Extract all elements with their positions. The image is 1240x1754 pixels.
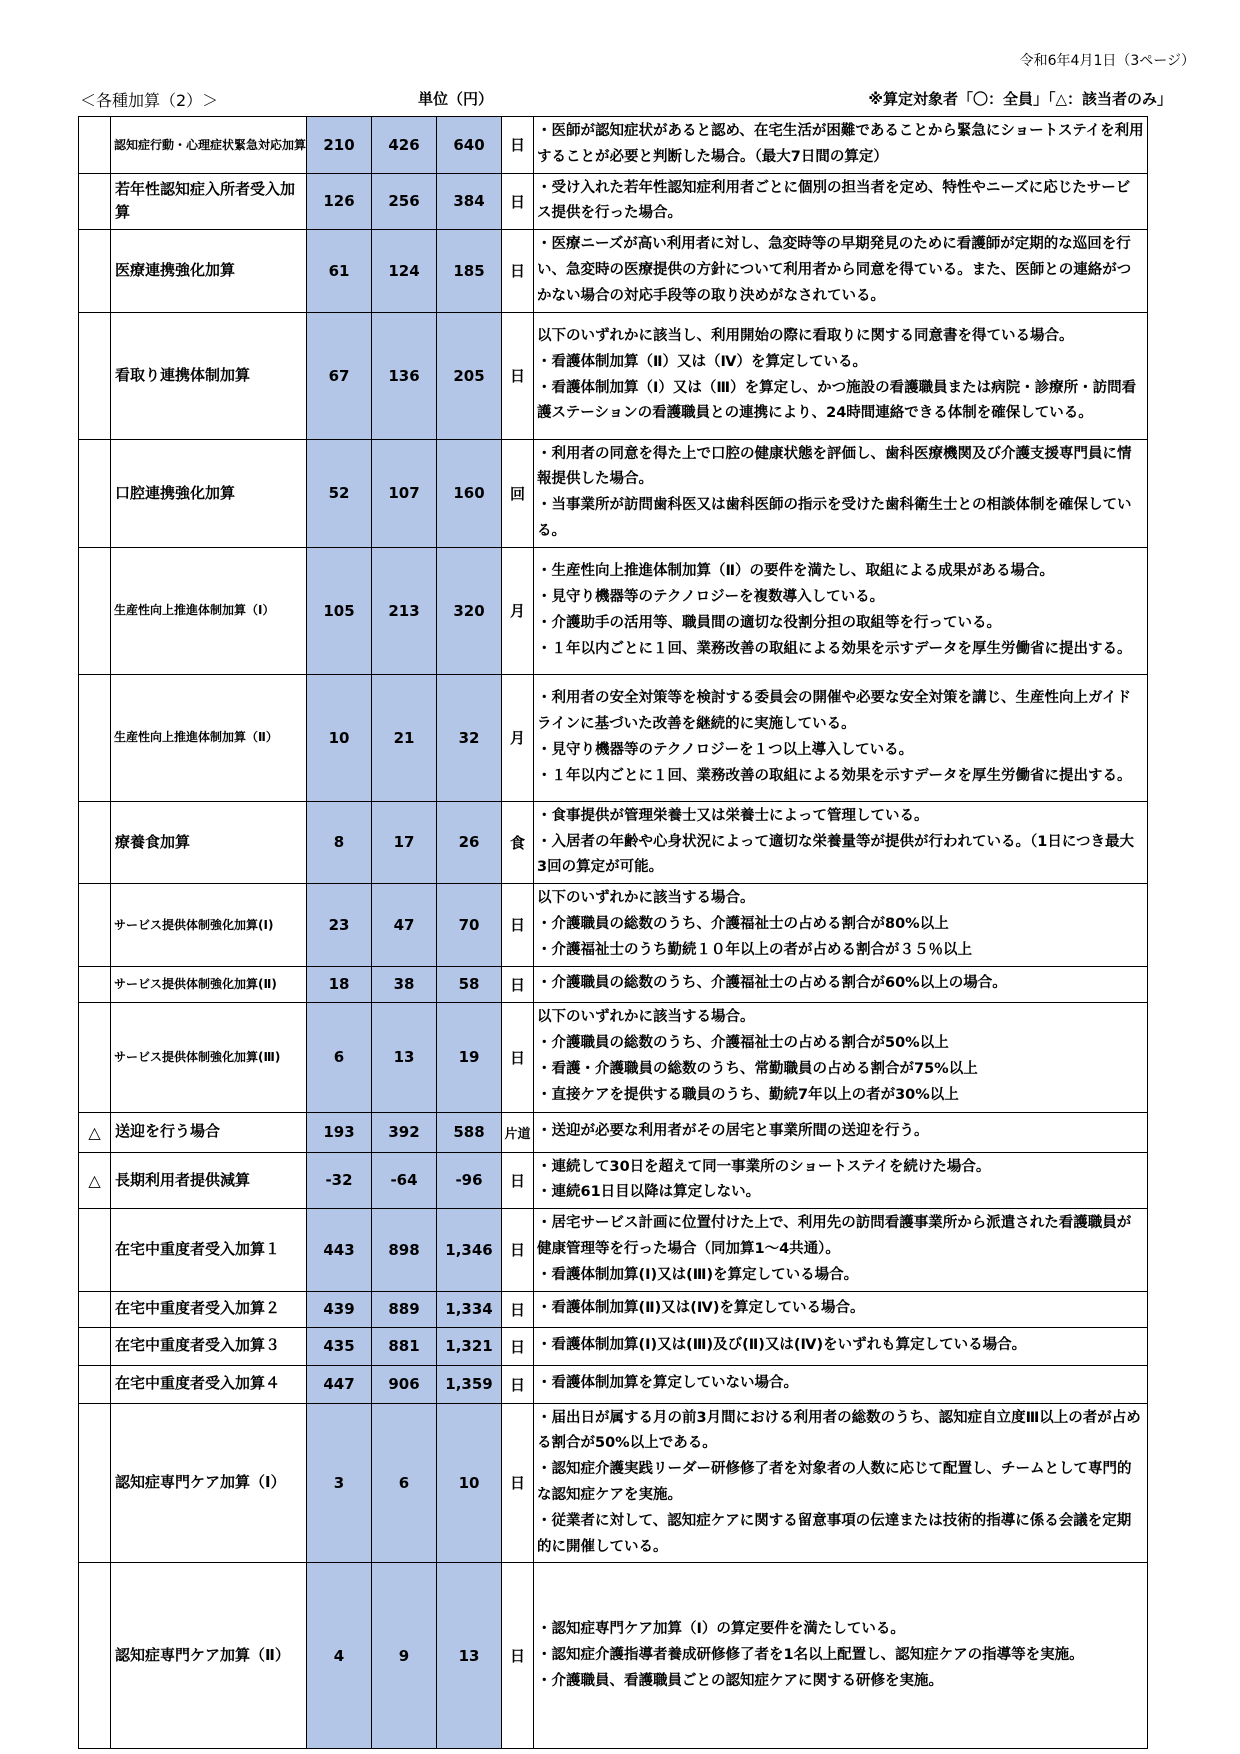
target-note: ※算定対象者「〇：全員」「△：該当者のみ」 [868, 90, 1172, 108]
description-line: ・１年以内ごとに１回、業務改善の取組による効果を示すデータを厚生労働省に提出する。 [537, 767, 1132, 784]
description-line: ・生産性向上推進体制加算（Ⅱ）の要件を満たし、取組による成果がある場合。 [537, 563, 1055, 580]
addition-name: 生産性向上推進体制加算（Ⅱ） [111, 674, 307, 801]
value-2: 13 [372, 1002, 437, 1112]
description-line: ・看護体制加算(Ⅰ)又は(Ⅲ)を算定している場合。 [537, 1266, 859, 1283]
value-3: 640 [437, 117, 502, 174]
description-line: ・介護福祉士のうち勤続１０年以上の者が占める割合が３５％以上 [537, 941, 972, 958]
target-mark [79, 884, 111, 966]
unit-label: 片道 [502, 1112, 534, 1152]
value-1: 443 [307, 1209, 372, 1291]
value-2: 107 [372, 439, 437, 547]
unit-label: 日 [502, 1002, 534, 1112]
value-3: 1,359 [437, 1365, 502, 1403]
value-3: 10 [437, 1403, 502, 1563]
table-row [79, 1563, 1148, 1749]
table-row [79, 1152, 1148, 1209]
value-2: 256 [372, 173, 437, 230]
description-line: ・看護体制加算（Ⅱ）又は（Ⅳ）を算定している。 [537, 353, 867, 370]
addition-name: 認知症専門ケア加算（Ⅱ） [111, 1563, 307, 1749]
target-mark [79, 1002, 111, 1112]
addition-name: 在宅中重度者受入加算４ [111, 1365, 307, 1403]
description-line: ・１年以内ごとに１回、業務改善の取組による効果を示すデータを厚生労働省に提出する。 [537, 640, 1132, 657]
unit-label: 日 [502, 1291, 534, 1327]
description-line: ・連続して30日を超えて同一事業所のショートステイを続けた場合。 [537, 1158, 991, 1175]
value-1: 4 [307, 1563, 372, 1749]
target-mark [79, 1209, 111, 1291]
value-2: 21 [372, 674, 437, 801]
description-line: ・入居者の年齢や心身状況によって適切な栄養量等が提供が行われている。（1日につき最大3回の算定が可能。 [537, 833, 1135, 876]
target-mark [79, 439, 111, 547]
addition-name: 療養食加算 [111, 801, 307, 883]
value-1: 6 [307, 1002, 372, 1112]
target-mark [79, 674, 111, 801]
addition-name: 認知症行動・心理症状緊急対応加算 [111, 117, 307, 174]
description-line: ・介護職員の総数のうち、介護福祉士の占める割合が60%以上の場合。 [537, 975, 1007, 992]
table-row [79, 674, 1148, 801]
description-line: ・介護職員の総数のうち、介護福祉士の占める割合が80%以上 [537, 915, 949, 932]
value-1: 23 [307, 884, 372, 966]
value-3: 1,321 [437, 1327, 502, 1365]
description-line: 以下のいずれかに該当する場合。 [537, 1009, 755, 1026]
description [534, 1365, 1148, 1403]
table-row [79, 439, 1148, 547]
description [534, 173, 1148, 230]
addition-name: 長期利用者提供減算 [111, 1152, 307, 1209]
table-row [79, 547, 1148, 674]
description-line: ・見守り機器等のテクノロジーを１つ以上導入している。 [537, 741, 914, 758]
value-3: 588 [437, 1112, 502, 1152]
value-2: 136 [372, 312, 437, 439]
unit-label: 日 [502, 1209, 534, 1291]
target-mark [79, 230, 111, 312]
description-line: 以下のいずれかに該当する場合。 [537, 890, 755, 907]
value-3: 320 [437, 547, 502, 674]
page-date: 令和6年4月1日（3ページ） [1019, 53, 1195, 69]
unit-label: 日 [502, 1327, 534, 1365]
value-1: 18 [307, 966, 372, 1002]
description-line: ・利用者の安全対策等を検討する委員会の開催や必要な安全対策を講じ、生産性向上ガイドラインに基づいた改善を継続的に実施している。 [537, 690, 1132, 732]
value-1: 61 [307, 230, 372, 312]
value-2: 17 [372, 801, 437, 883]
value-1: 439 [307, 1291, 372, 1327]
value-3: 13 [437, 1563, 502, 1749]
value-1: 105 [307, 547, 372, 674]
value-3: 205 [437, 312, 502, 439]
table-row [79, 173, 1148, 230]
target-mark [79, 117, 111, 174]
addition-name: 看取り連携体制加算 [111, 312, 307, 439]
table-row [79, 1209, 1148, 1291]
value-2: 906 [372, 1365, 437, 1403]
value-1: 3 [307, 1403, 372, 1563]
description-line: ・居宅サービス計画に位置付けた上で、利用先の訪問看護事業所から派遣された看護職員が健康管理等を行った場合（同加算1～4共通）。 [537, 1215, 1132, 1257]
value-1: -32 [307, 1152, 372, 1209]
table-row [79, 1327, 1148, 1365]
addition-name: 送迎を行う場合 [111, 1112, 307, 1152]
description-line: ・看護体制加算(Ⅱ)又は(Ⅳ)を算定している場合。 [537, 1300, 865, 1317]
value-3: 26 [437, 801, 502, 883]
target-mark [79, 801, 111, 883]
value-3: 19 [437, 1002, 502, 1112]
table-row [79, 1002, 1148, 1112]
target-mark [79, 1365, 111, 1403]
value-1: 67 [307, 312, 372, 439]
value-2: 881 [372, 1327, 437, 1365]
addition-table [78, 116, 1148, 1749]
table-row [79, 966, 1148, 1002]
unit-label: 日 [502, 966, 534, 1002]
addition-name: 若年性認知症入所者受入加算 [111, 173, 307, 230]
description-line: ・当事業所が訪問歯科医又は歯科医師の指示を受けた歯科衛生士との相談体制を確保している。 [537, 497, 1132, 539]
value-1: 52 [307, 439, 372, 547]
addition-name: 医療連携強化加算 [111, 230, 307, 312]
table-row [79, 1403, 1148, 1563]
addition-name: 口腔連携強化加算 [111, 439, 307, 547]
description [534, 547, 1148, 674]
description [534, 1002, 1148, 1112]
description-line: ・医療ニーズが高い利用者に対し、急変時等の早期発見のために看護師が定期的な巡回を行い、急変時の医療提供の方針について利用者から同意を得ている。また、医師との連絡がつかない場合の対応手段等の取り決めがなされている。 [537, 236, 1132, 304]
description-line: ・医師が認知症状があると認め、在宅生活が困難であることから緊急にショートステイを利用することが必要と判断した場合。（最大7日間の算定） [537, 123, 1144, 165]
description-line: ・直接ケアを提供する職員のうち、勤続7年以上の者が30%以上 [537, 1086, 959, 1103]
description-line: ・認知症介護指導者養成研修修了者を1名以上配置し、認知症ケアの指導等を実施。 [537, 1646, 1084, 1663]
target-mark [79, 547, 111, 674]
target-mark [79, 1291, 111, 1327]
table-row [79, 884, 1148, 966]
target-mark [79, 966, 111, 1002]
unit-label: 日 [502, 312, 534, 439]
target-mark: △ [79, 1152, 111, 1209]
value-2: 47 [372, 884, 437, 966]
description [534, 966, 1148, 1002]
description [534, 1112, 1148, 1152]
unit-label: 日 [502, 1152, 534, 1209]
description-line: ・看護・介護職員の総数のうち、常勤職員の占める割合が75%以上 [537, 1061, 978, 1078]
table-row [79, 312, 1148, 439]
description-line: ・認知症専門ケア加算（Ⅰ）の算定要件を満たしている。 [537, 1621, 905, 1638]
addition-name: サービス提供体制強化加算(Ⅰ) [111, 884, 307, 966]
description [534, 312, 1148, 439]
unit-label: 日 [502, 173, 534, 230]
unit-label: 回 [502, 439, 534, 547]
description [534, 1563, 1148, 1749]
description [534, 439, 1148, 547]
unit-label: 日 [502, 884, 534, 966]
value-1: 193 [307, 1112, 372, 1152]
value-2: 426 [372, 117, 437, 174]
description [534, 1209, 1148, 1291]
description-line: ・看護体制加算（Ⅰ）又は（Ⅲ）を算定し、かつ施設の看護職員または病院・診療所・訪問看護ステーションの看護職員との連携により、24時間連絡できる体制を確保している。 [537, 379, 1137, 422]
description-line: ・従業者に対して、認知症ケアに関する留意事項の伝達または技術的指導に係る会議を定期的に開催している。 [537, 1512, 1132, 1555]
value-1: 447 [307, 1365, 372, 1403]
description-line: ・介護職員、看護職員ごとの認知症ケアに関する研修を実施。 [537, 1672, 943, 1689]
description [534, 1152, 1148, 1209]
description [534, 1403, 1148, 1563]
description-line: ・看護体制加算(Ⅰ)又は(Ⅲ)及び(Ⅱ)又は(Ⅳ)をいずれも算定している場合。 [537, 1337, 1027, 1354]
section-title: ＜各種加算（2）＞ [80, 91, 219, 110]
unit-label: 単位（円） [418, 90, 494, 108]
description-line: ・受け入れた若年性認知症利用者ごとに個別の担当者を定め、特性やニーズに応じたサービス提供を行った場合。 [537, 179, 1131, 222]
value-3: 70 [437, 884, 502, 966]
value-2: 38 [372, 966, 437, 1002]
value-2: 6 [372, 1403, 437, 1563]
target-mark [79, 312, 111, 439]
value-1: 8 [307, 801, 372, 883]
description-line: ・届出日が属する月の前3月間における利用者の総数のうち、認知症自立度Ⅲ以上の者が占める割合が50%以上である。 [537, 1409, 1141, 1452]
unit-label: 月 [502, 674, 534, 801]
description [534, 884, 1148, 966]
value-1: 126 [307, 173, 372, 230]
unit-label: 日 [502, 230, 534, 312]
value-2: 9 [372, 1563, 437, 1749]
description [534, 801, 1148, 883]
addition-name: サービス提供体制強化加算(Ⅲ) [111, 1002, 307, 1112]
value-1: 210 [307, 117, 372, 174]
target-mark [79, 1403, 111, 1563]
table-row [79, 117, 1148, 174]
description-line: ・連続61日目以降は算定しない。 [537, 1184, 761, 1201]
description-line: ・介護職員の総数のうち、介護福祉士の占める割合が50%以上 [537, 1035, 949, 1052]
addition-name: 在宅中重度者受入加算２ [111, 1291, 307, 1327]
value-1: 435 [307, 1327, 372, 1365]
table-row [79, 1291, 1148, 1327]
value-2: 889 [372, 1291, 437, 1327]
description-line: ・認知症介護実践リーダー研修修了者を対象者の人数に応じて配置し、チームとして専門的な認知症ケアを実施。 [537, 1461, 1132, 1503]
value-3: 185 [437, 230, 502, 312]
value-3: 58 [437, 966, 502, 1002]
description-line: ・見守り機器等のテクノロジーを複数導入している。 [537, 588, 885, 605]
value-3: 1,346 [437, 1209, 502, 1291]
value-3: 384 [437, 173, 502, 230]
value-2: -64 [372, 1152, 437, 1209]
target-mark: △ [79, 1112, 111, 1152]
target-mark [79, 173, 111, 230]
unit-label: 日 [502, 1563, 534, 1749]
description-line: ・送迎が必要な利用者がその居宅と事業所間の送迎を行う。 [537, 1123, 929, 1140]
table-row [79, 801, 1148, 883]
description [534, 1291, 1148, 1327]
unit-label: 日 [502, 117, 534, 174]
target-mark [79, 1327, 111, 1365]
value-3: 1,334 [437, 1291, 502, 1327]
value-2: 213 [372, 547, 437, 674]
unit-label: 食 [502, 801, 534, 883]
value-3: -96 [437, 1152, 502, 1209]
value-1: 10 [307, 674, 372, 801]
description-line: ・看護体制加算を算定していない場合。 [537, 1375, 798, 1392]
description [534, 1327, 1148, 1365]
target-mark [79, 1563, 111, 1749]
unit-label: 日 [502, 1365, 534, 1403]
value-2: 898 [372, 1209, 437, 1291]
unit-label: 日 [502, 1403, 534, 1563]
table-row [79, 1112, 1148, 1152]
addition-name: 在宅中重度者受入加算１ [111, 1209, 307, 1291]
description-line: 以下のいずれかに該当し、利用開始の際に看取りに関する同意書を得ている場合。 [537, 327, 1074, 344]
addition-name: 生産性向上推進体制加算（Ⅰ） [111, 547, 307, 674]
table-row [79, 230, 1148, 312]
value-2: 124 [372, 230, 437, 312]
description-line: ・食事提供が管理栄養士又は栄養士によって管理している。 [537, 807, 929, 824]
value-2: 392 [372, 1112, 437, 1152]
value-3: 160 [437, 439, 502, 547]
description-line: ・利用者の同意を得た上で口腔の健康状態を評価し、歯科医療機関及び介護支援専門員に情報提供した場合。 [537, 445, 1132, 488]
description [534, 230, 1148, 312]
addition-name: サービス提供体制強化加算(Ⅱ) [111, 966, 307, 1002]
addition-name: 在宅中重度者受入加算３ [111, 1327, 307, 1365]
table-row [79, 1365, 1148, 1403]
unit-label: 月 [502, 547, 534, 674]
description-line: ・介護助手の活用等、職員間の適切な役割分担の取組等を行っている。 [537, 614, 1001, 631]
description [534, 674, 1148, 801]
addition-name: 認知症専門ケア加算（Ⅰ） [111, 1403, 307, 1563]
description [534, 117, 1148, 174]
value-3: 32 [437, 674, 502, 801]
